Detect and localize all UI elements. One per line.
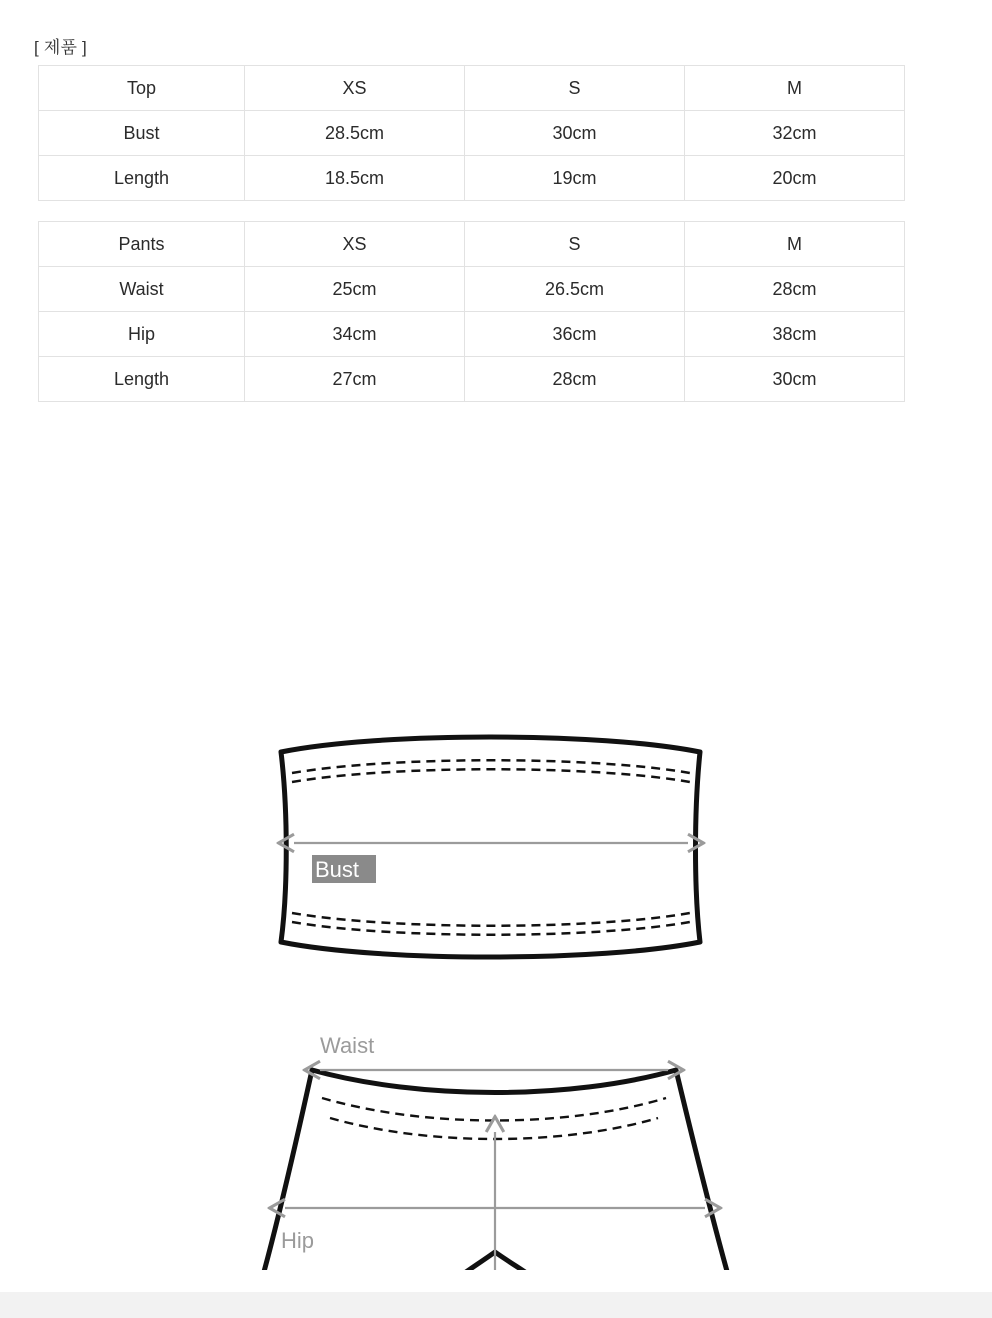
pants-size-table (38, 221, 905, 402)
table-row (39, 312, 905, 357)
measurement-diagrams (0, 470, 992, 1270)
table-row (39, 156, 905, 201)
table-cell: M (685, 66, 905, 111)
page-title: [ 제품 ] (34, 38, 87, 57)
table-cell: S (465, 222, 685, 267)
table-row-header (39, 66, 905, 111)
table-cell: Bust (39, 111, 245, 156)
table-cell: 28cm (465, 357, 685, 402)
table-cell: XS (245, 66, 465, 111)
table-row (39, 267, 905, 312)
table-cell: 28.5cm (245, 111, 465, 156)
table-cell: 20cm (685, 156, 905, 201)
table-cell: S (465, 66, 685, 111)
table-row-header (39, 222, 905, 267)
table-cell: Length (39, 156, 245, 201)
table-cell: 28cm (685, 267, 905, 312)
footer-strip (0, 1292, 992, 1318)
table-cell: Hip (39, 312, 245, 357)
waist-label: Waist (320, 1033, 375, 1058)
table-cell: 27cm (245, 357, 465, 402)
table-cell: M (685, 222, 905, 267)
table-cell: 32cm (685, 111, 905, 156)
table-cell: 26.5cm (465, 267, 685, 312)
table-cell: 25cm (245, 267, 465, 312)
table-row (39, 357, 905, 402)
table-cell: Length (39, 357, 245, 402)
table-cell: 18.5cm (245, 156, 465, 201)
table-cell: 38cm (685, 312, 905, 357)
top-size-table (38, 65, 905, 201)
table-cell: 19cm (465, 156, 685, 201)
bust-label: Bust (315, 857, 360, 882)
table-cell: 30cm (685, 357, 905, 402)
bottom-garment-illustration (243, 1033, 748, 1270)
table-cell: Top (39, 66, 245, 111)
table-cell: 36cm (465, 312, 685, 357)
table-cell: 34cm (245, 312, 465, 357)
hip-label: Hip (281, 1228, 315, 1253)
table-cell: Pants (39, 222, 245, 267)
table-cell: XS (245, 222, 465, 267)
table-row (39, 111, 905, 156)
top-garment-illustration (281, 737, 700, 957)
table-cell: 30cm (465, 111, 685, 156)
table-cell: Waist (39, 267, 245, 312)
